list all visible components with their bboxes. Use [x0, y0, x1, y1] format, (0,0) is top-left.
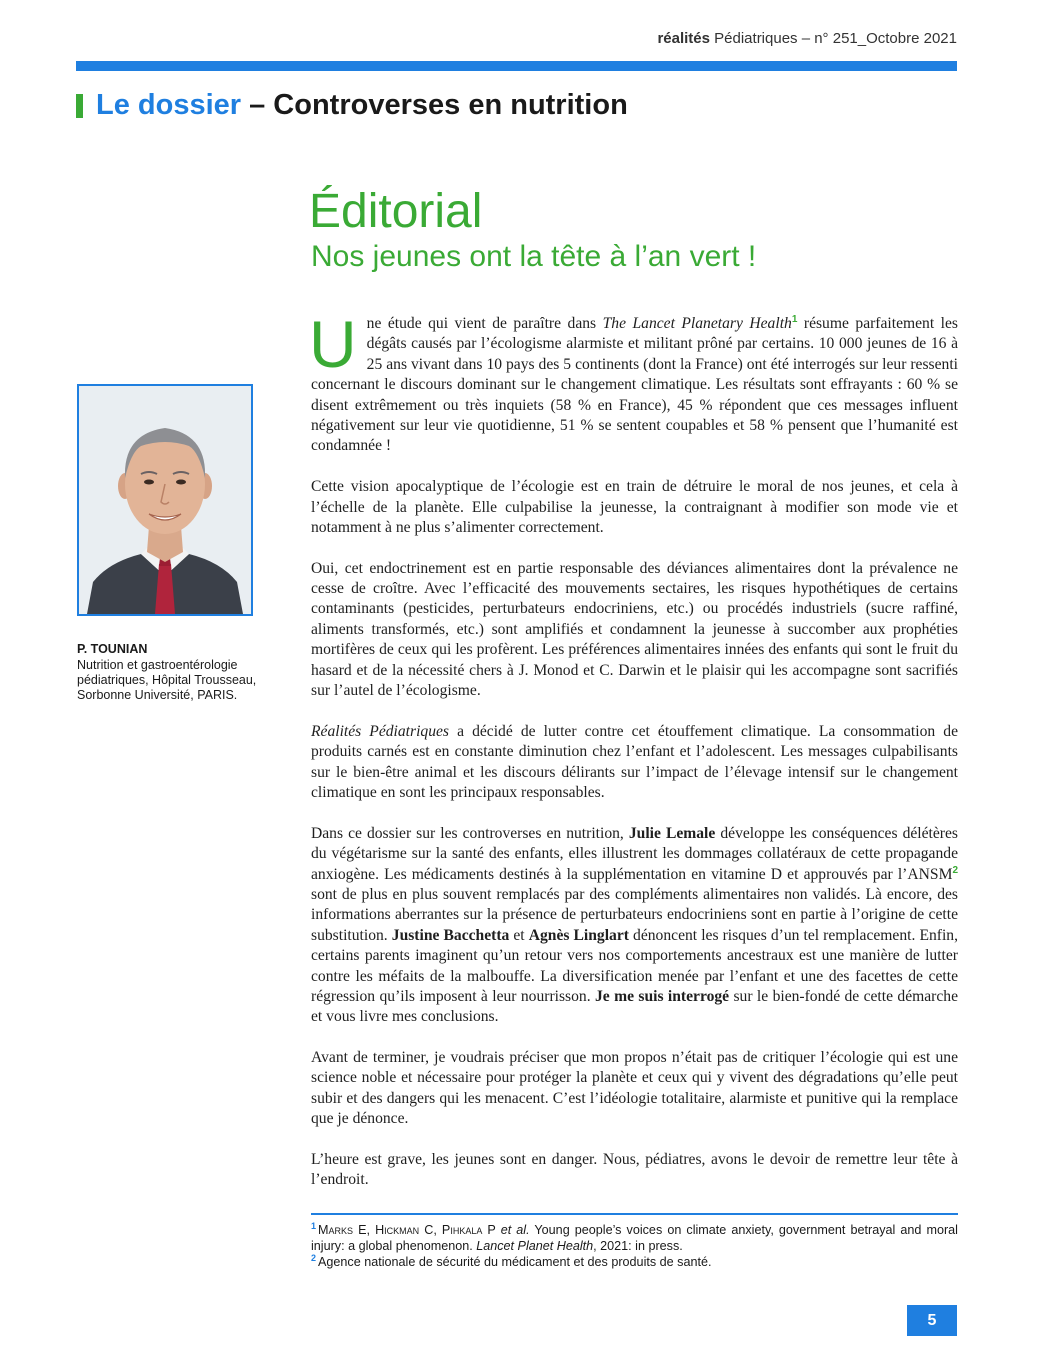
section-label: Le dossier — [96, 89, 242, 121]
footnotes — [311, 1222, 958, 1270]
section-marker — [76, 94, 83, 118]
paragraph — [311, 722, 958, 804]
magazine-brand: réalités — [657, 30, 710, 47]
footnote-authors: Marks E, Hickman C, Pihkala P — [318, 1223, 501, 1237]
footnote-ref: 1 — [791, 313, 798, 325]
paragraph: Avant de terminer, je voudrais préciser que mon propos n’était pas de critiquer l’écologie qui est une science noble et nécessaire pour protéger la planète et ceux qui y vivent des dégradations qu’elle peut subir et des dangers qui les menacent. C’est l’idéologie totalitaire, alarmiste et punitive qui la remplace que je dénonce. — [311, 1049, 958, 1128]
author-name: P. TOUNIAN — [77, 642, 148, 656]
issue-info: Pédiatriques – n° 251_Octobre 2021 — [714, 30, 957, 47]
author-mention: Agnès Linglart — [528, 926, 629, 944]
section-topic: – Controverses en nutrition — [249, 89, 628, 121]
footnote-text: Young people’s voices on climate anxiety, government betrayal and moral injury: a global phenomenon. — [311, 1223, 958, 1253]
paragraph — [311, 824, 958, 1028]
page-number: 5 — [907, 1305, 957, 1336]
author-mention: Justine Bacchetta — [391, 926, 510, 944]
paragraph-text: a décidé de lutter contre cet étouffement climatique. La consommation de produits carnés est en constante diminution chez l’enfant et l’adolescent. Les messages culpabilisants sur le bien-être animal et les discours délirants sur l’impact de l’élevage intensif sur le changement climatique en sont les principaux responsables. — [311, 722, 958, 802]
footnote-number: 1 — [311, 1220, 317, 1231]
journal-title: Réalités Pédiatriques — [311, 722, 449, 740]
journal-title: The Lancet Planetary Health — [602, 315, 792, 332]
footnote-etal: et al. — [500, 1223, 530, 1237]
footnote-number: 2 — [311, 1252, 317, 1263]
running-header — [657, 30, 957, 47]
author-photo — [77, 384, 253, 616]
page-title: Éditorial — [309, 185, 483, 238]
paragraph-text: dénoncent les risques d’un tel remplacement. Enfin, certains parents imaginent qu’un retour vers nos comportements ancestraux est une manière de lutter contre les méfaits de la malbouffe. La diversification menée par l’enfant et une des facettes de cette régression qu’ils imposent à leur nourrisson. — [311, 926, 958, 1005]
author-portrait-illustration — [79, 386, 251, 614]
section-title — [76, 89, 628, 122]
paragraph-text: développe les conséquences délétères du végétarisme sur la santé des enfants, elles illustrent les dommages collatéraux de cette propagande anxiogène. Les médicaments destinés à la supplémentation en vitamine D et approuvés par l’ANSM — [311, 824, 958, 883]
paragraph-text: ne étude qui vient de paraître dans — [366, 315, 603, 332]
drop-cap: U — [309, 307, 357, 381]
footnote-journal: Lancet Planet Health — [476, 1239, 594, 1253]
paragraph — [309, 307, 958, 457]
paragraph-text: sont de plus en plus souvent remplacés par des compléments alimentaires non validés. Là encore, des informations aberrantes sur la présence de perturbateurs endocriniens sont en partie à l’origine de cette substitution. — [311, 885, 958, 944]
paragraph: L’heure est grave, les jeunes sont en danger. Nous, pédiatres, avons le devoir de remettre leur tête à l’endroit. — [311, 1151, 958, 1189]
footnote-text: , 2021: in press. — [593, 1239, 683, 1253]
footnote-ref: 2 — [952, 864, 958, 876]
footnote-text: Agence nationale de sécurité du médicament et des produits de santé. — [318, 1255, 712, 1269]
footnote — [311, 1254, 958, 1270]
author-affiliation-line: Sorbonne Université, PARIS. — [77, 688, 238, 702]
paragraph: Oui, cet endoctrinement est en partie responsable des déviances alimentaires dont la prévalence ne cesse de croître. Avec l’efficacité des mouvements sectaires, les risques hypothétiques de certains contaminants (pesticides, perturbateurs endocriniens, etc.) ou procédés industriels (sucre raffiné, aliments transformés, etc.) sont amplifiés et condamnent la jeunesse à succomber aux prophéties mortifères de ceux qui les profèrent. Les préférences alimentaires innées des enfants qui sont le fruit du hasard et de la nécessité chers à J. Monod et C. Darwin et le plaisir qui les accompagne sont sacrifiés sur l’autel de l’écologisme. — [311, 559, 958, 700]
paragraph-text: Dans ce dossier sur les controverses en nutrition, — [311, 824, 629, 842]
header-rule — [76, 61, 957, 71]
paragraph-text: et — [509, 926, 529, 944]
page-subtitle: Nos jeunes ont la tête à l’an vert ! — [311, 240, 757, 273]
author-mention: Je me suis interrogé — [594, 987, 730, 1005]
footnote — [311, 1222, 958, 1254]
paragraph-text: résume parfaitement les dégâts causés par l’écologisme alarmiste et militant prôné par certains. 10 000 jeunes de 16 à 25 ans vivant dans 10 pays des 5 continents (dont la France) ont été interrogés sur leur ressenti concernant le discours dominant sur le changement climatique. Les résultats sont effrayants : 60 % se disent extrêmement ou très inquiets (58 % en France), 45 % répondent que ces messages influent négativement sur leur vie quotidienne, 51 % se sentent coupables et 58 % pensent que l’humanité est condamnée ! — [311, 315, 958, 455]
paragraph-text: sur le bien-fondé de cette démarche et vous livre mes conclusions. — [311, 987, 959, 1026]
paragraph: Cette vision apocalyptique de l’écologie est en train de détruire le moral de nos jeunes, et cela à l’échelle de la planète. Elle culpabilise la jeunesse, la contraignant à modifier son mode vie et notamment à ne plus s’alimenter correctement. — [311, 478, 958, 536]
editorial-body — [309, 307, 959, 1211]
author-affiliation-line: Nutrition et gastroentérologie — [77, 658, 238, 672]
author-affiliation-line: pédiatriques, Hôpital Trousseau, — [77, 673, 257, 687]
author-mention: Julie Lemale — [628, 824, 716, 842]
footnote-rule — [311, 1213, 958, 1215]
author-info — [77, 642, 267, 703]
